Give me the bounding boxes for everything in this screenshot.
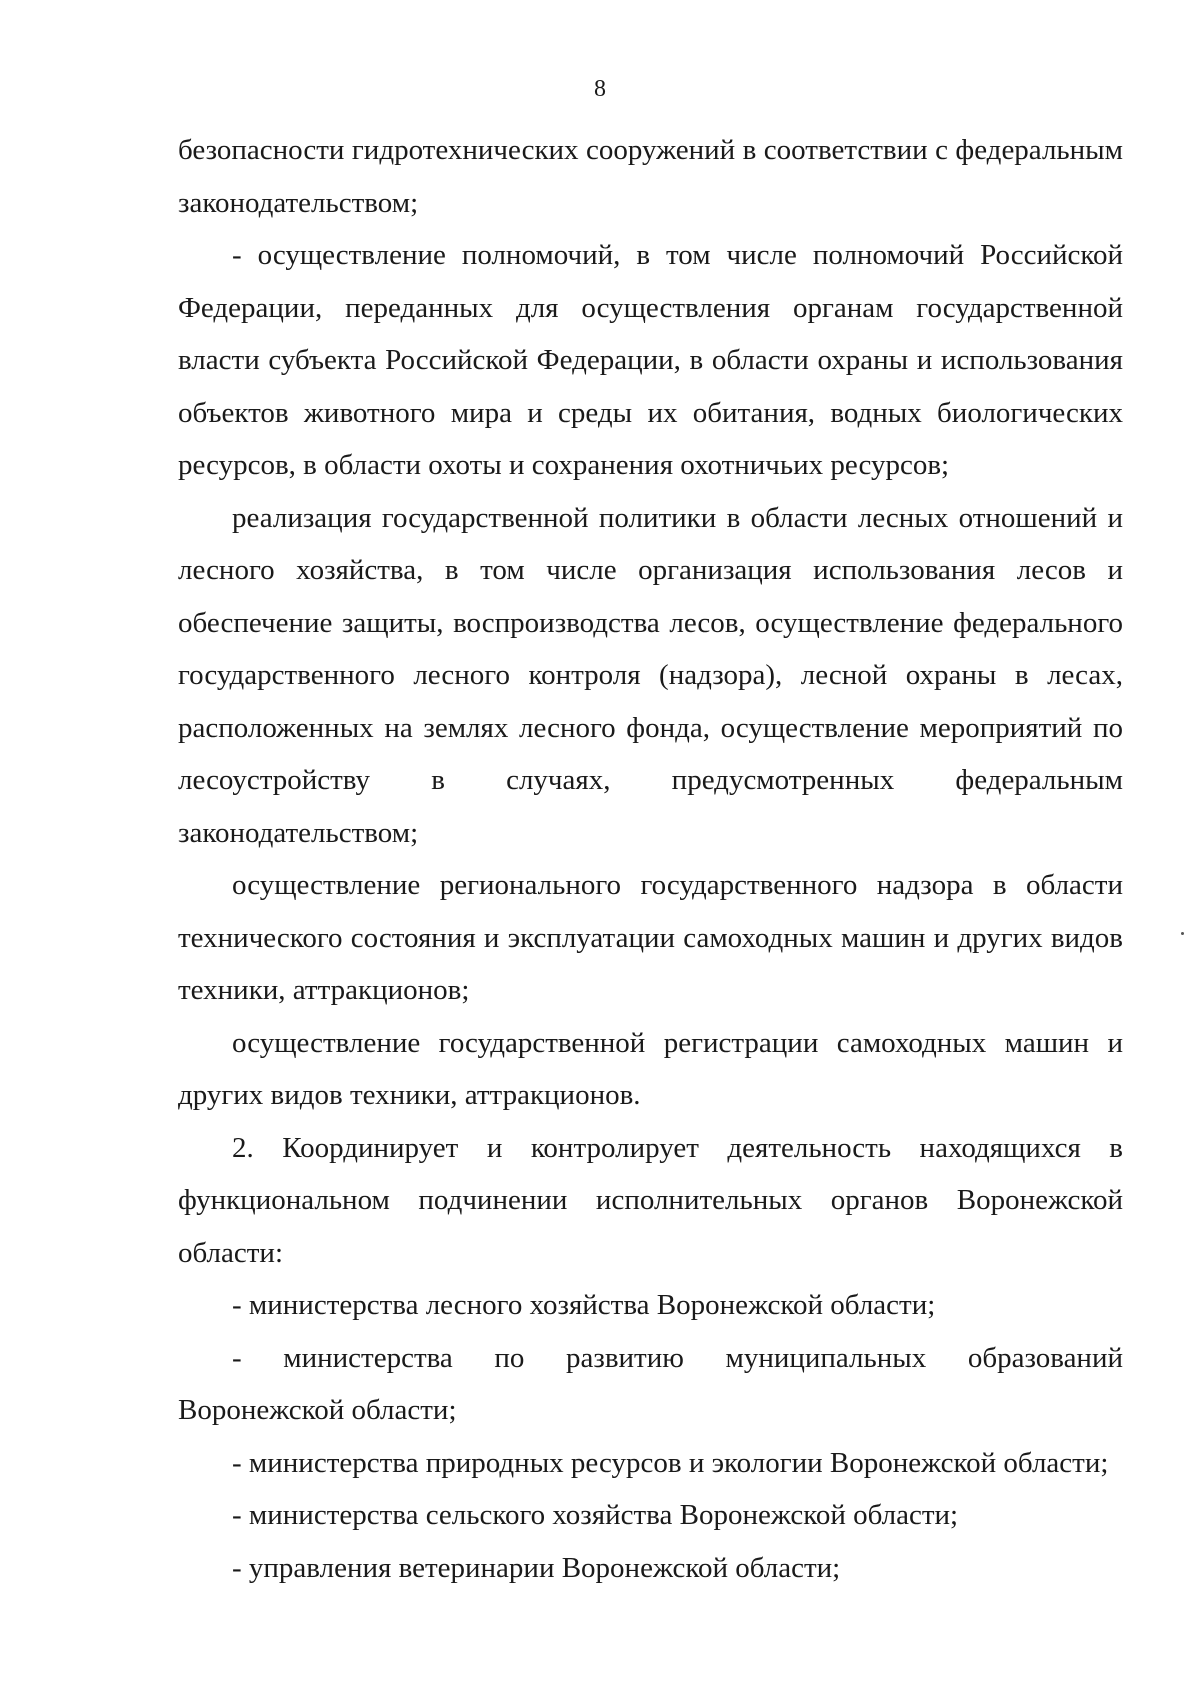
paragraph-regional-supervision: осуществление регионального государственного надзора в области технического состояния и эксплуатации самоходных машин и других видов техники, аттракционов; — [178, 869, 1123, 1006]
paragraph-wildlife-powers: - осуществление полномочий, в том числе полномочий Российской Федерации, переданных для осуществления органам государственной власти субъекта Российской Федерации, в области охраны и использования объектов животного мира и среды их обитания, водных биологических ресурсов, в области охоты и сохранения охотничьих ресурсов; — [178, 239, 1123, 481]
paragraph-coordination: 2. Координирует и контролирует деятельность находящихся в функциональном подчинении исполнительных органов Воронежской области: — [178, 1131, 1123, 1269]
document-body — [178, 124, 1123, 1594]
list-item-veterinary-department: - управления ветеринарии Воронежской области; — [232, 1551, 841, 1584]
paragraph-forest-policy: реализация государственной политики в области лесных отношений и лесного хозяйства, в том числе организация использования лесов и обеспечение защиты, воспроизводства лесов, осуществление федерального государственного лесного контроля (надзора), лесной охраны в лесах, расположенных на землях лесного фонда, осуществление мероприятий по лесоустройству в случаях, предусмотренных федеральным законодательством; — [178, 501, 1123, 849]
list-item-municipal-ministry: - министерства по развитию муниципальных образований Воронежской области; — [178, 1341, 1123, 1426]
paragraph-state-registration: осуществление государственной регистрации самоходных машин и других видов техники, аттракционов. — [178, 1026, 1123, 1111]
paragraph-hydro-safety: безопасности гидротехнических сооружений в соответствии с федеральным законодательством; — [178, 134, 1123, 219]
page-number: 8 — [594, 76, 606, 102]
list-item-natural-resources-ministry: - министерства природных ресурсов и экологии Воронежской области; — [232, 1446, 1109, 1479]
list-item-forestry-ministry: - министерства лесного хозяйства Воронежской области; — [232, 1289, 936, 1321]
scan-speck — [1181, 932, 1184, 935]
list-item-agriculture-ministry: - министерства сельского хозяйства Воронежской области; — [232, 1499, 959, 1531]
